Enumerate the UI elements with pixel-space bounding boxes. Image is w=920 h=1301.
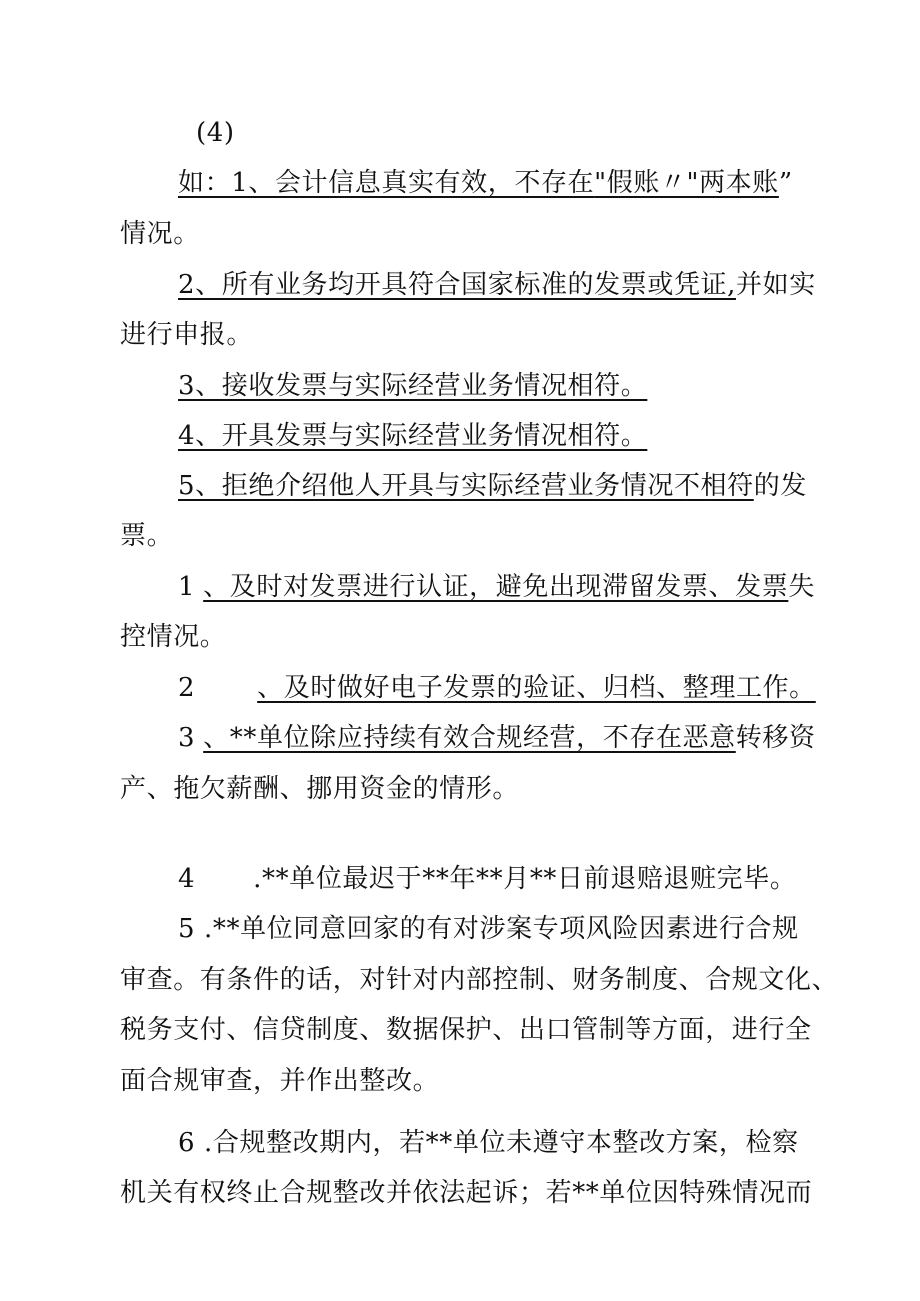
paragraph-6-number: 1 [178,572,196,602]
paragraph-7 [178,671,826,705]
paragraph-1-line-1 [178,166,793,200]
paragraph-1-text: 如：1、会计信息真实有效，不存在 [178,168,595,198]
paragraph-4 [178,419,657,453]
paragraph-2-tail: 并如实 [736,270,816,300]
paragraph-3-text: 3、接收发票与实际经营业务情况相符。 [178,371,648,401]
paragraph-8-line-1 [178,721,816,755]
paragraph-2-line-1 [178,268,816,302]
paragraph-8-tail: 转移资 [735,723,816,753]
paragraph-8-line-2: 产、拖欠薪酬、挪用资金的情形。 [120,774,520,804]
paragraph-7-text: 、及时做好电子发票的验证、归档、整理工作。 [257,673,816,703]
paragraph-10-line-1: 5 .**单位同意回家的有对涉案专项风险因素进行合规 [178,914,799,944]
paragraph-9 [178,862,796,896]
paragraph-1-quote-end: ” [778,168,793,198]
paragraph-4-text: 4、开具发票与实际经营业务情况相符。 [178,421,648,451]
paragraph-6-line-1 [178,570,815,604]
paragraph-8-number: 3 [178,723,196,753]
paragraph-3 [178,369,657,403]
paragraph-5-line-2: 票。 [120,521,174,551]
paragraph-11-line-1: 6 .合规整改期内，若**单位未遵守本整改方案，检察 [178,1128,799,1158]
paragraph-9-text: .**单位最迟于**年**月**日前退赔退赃完毕。 [253,864,797,894]
paragraph-7-number: 2 [178,673,196,703]
paragraph-5-text: 5、拒绝介绍他人开具与实际经营业务情况不相符 [178,471,754,501]
paragraph-10-line-3: 税务支付、信贷制度、数据保护、出口管制等方面，进行全 [120,1015,812,1045]
paragraph-6-text: 、及时对发票进行认证，避免出现滞留发票、发票 [203,572,789,602]
paragraph-9-number: 4 [178,864,196,894]
paragraph-11-line-2: 机关有权终止合规整改并依法起诉；若**单位因特殊情况而 [120,1178,813,1208]
paragraph-5-tail: 的发 [753,471,807,501]
paragraph-2-text: 2、所有业务均开具符合国家标准的发票或凭证, [178,270,737,300]
paragraph-6-line-2: 控情况。 [120,622,227,652]
paragraph-2-line-2: 进行申报。 [120,320,254,350]
paragraph-10-line-4: 面合规审查，并作出整改。 [120,1066,440,1096]
paragraph-1-line-2: 情况。 [120,219,200,249]
paragraph-10-line-2: 审查。有条件的话，对针对内部控制、财务制度、合规文化、 [120,965,839,995]
paragraph-1-quoted: "假账〃"两本账 [594,168,779,198]
paragraph-5-line-1 [178,469,807,503]
paragraph-6-tail: 失 [788,572,815,602]
paragraph-8-text: 、**单位除应持续有效合规经营，不存在恶意 [203,723,736,753]
section-heading: (4) [196,118,235,148]
